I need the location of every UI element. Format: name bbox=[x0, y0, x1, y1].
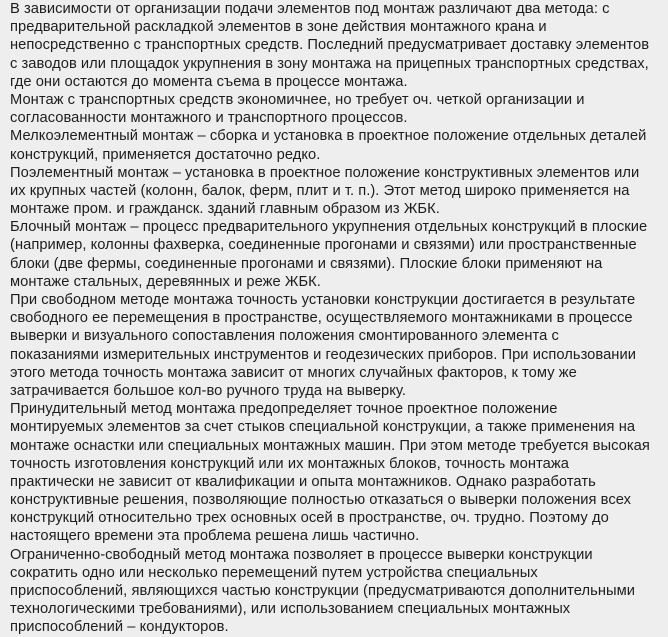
text-line: показаниями измерительных инструментов и геодезических приборов. При использовании bbox=[10, 346, 636, 363]
text-line: выверки и визуального сопоставления положения смонтированного элемента с bbox=[10, 328, 559, 345]
text-line: Мелкоэлементный монтаж – сборка и установка в проектное положение отдельных деталей bbox=[10, 128, 647, 145]
text-line: блоки (две фермы, соединенные прогонами и связями). Плоские блоки применяют на bbox=[10, 255, 603, 272]
text-line: Монтаж с транспортных средств экономичнее, но требует оч. четкой организации и bbox=[10, 91, 585, 108]
text-line: конструкций, применяется достаточно редко. bbox=[10, 146, 321, 163]
text-line: практически не зависит от квалификации и опыта монтажников. Однако разработать bbox=[10, 473, 596, 490]
text-line: конструктивные решения, позволяющие полностью отказаться о выверки положения всех bbox=[10, 492, 632, 509]
text-line: затрачивается большое кол-во ручного труда на выверку. bbox=[10, 382, 406, 399]
text-line: В зависимости от организации подачи элементов под монтаж различают два метода: с bbox=[10, 1, 610, 17]
text-line: их крупных частей (колонн, балок, ферм, плит и т. п.). Этот метод широко применяется на bbox=[10, 182, 630, 199]
text-line: приспособлений, являющихся частью конструкции (предусматриваются дополнительными bbox=[10, 583, 635, 599]
text-line: Блочный монтаж – процесс предварительного укрупнения отдельных конструкций в плоские bbox=[10, 219, 648, 236]
text-line: свободного ее перемещения в пространстве, осуществляемого монтажниками в процессе bbox=[10, 310, 633, 327]
text-line: монтаже оснастки или специальных монтажных машин. При этом методе требуется высокая bbox=[10, 437, 650, 454]
text-line: При свободном методе монтажа точность установки конструкции достигается в результате bbox=[10, 292, 636, 308]
text-line: с заводов или площадок укрупнения в зону монтажа на прицепных транспортных средствах, bbox=[10, 55, 649, 72]
document-body bbox=[10, 0, 660, 637]
text-line: монтаже стальных, деревянных и реже ЖБК. bbox=[10, 273, 321, 290]
text-line: монтаже пром. и гражданск. зданий главным образом из ЖБК. bbox=[10, 201, 440, 218]
text-line: конструкций относительно трех основных осей в пространстве, оч. трудно. Поэтому до bbox=[10, 510, 609, 527]
text-line: предварительной раскладкой элементов в зоне действия монтажного крана и bbox=[10, 19, 547, 36]
text-line: настоящего времени эта проблема решена лишь частично. bbox=[10, 528, 420, 545]
text-line: сократить одно или несколько перемещений путем устройства специальных bbox=[10, 564, 538, 581]
text-line: (например, колонны фахверка, соединенные прогонами и связями) или пространственные bbox=[10, 237, 637, 254]
text-line: точность изготовления конструкций или их монтажных блоков, точность монтажа bbox=[10, 455, 569, 472]
text-line: Поэлементный монтаж – установка в проектное положение конструктивных элементов или bbox=[10, 164, 640, 181]
text-line: Ограниченно-свободный метод монтажа позволяет в процессе выверки конструкции bbox=[10, 546, 593, 563]
text-line: приспособлений – кондукторов. bbox=[10, 619, 229, 636]
text-line: согласованности монтажного и транспортного процессов. bbox=[10, 110, 408, 127]
text-line: непосредственно с транспортных средств. Последний предусматривает доставку элементов bbox=[10, 37, 650, 54]
text-line: где они остаются до момента съема в процессе монтажа. bbox=[10, 73, 408, 90]
text-line: этого метода точность монтажа зависит от многих случайных факторов, к тому же bbox=[10, 364, 577, 381]
text-line: монтируемых элементов за счет стыков специальной конструкции, а также применения на bbox=[10, 419, 636, 436]
text-line: технологическими требованиями), или использованием специальных монтажных bbox=[10, 601, 571, 618]
text-line: Принудительный метод монтажа предопределяет точное проектное положение bbox=[10, 401, 558, 418]
